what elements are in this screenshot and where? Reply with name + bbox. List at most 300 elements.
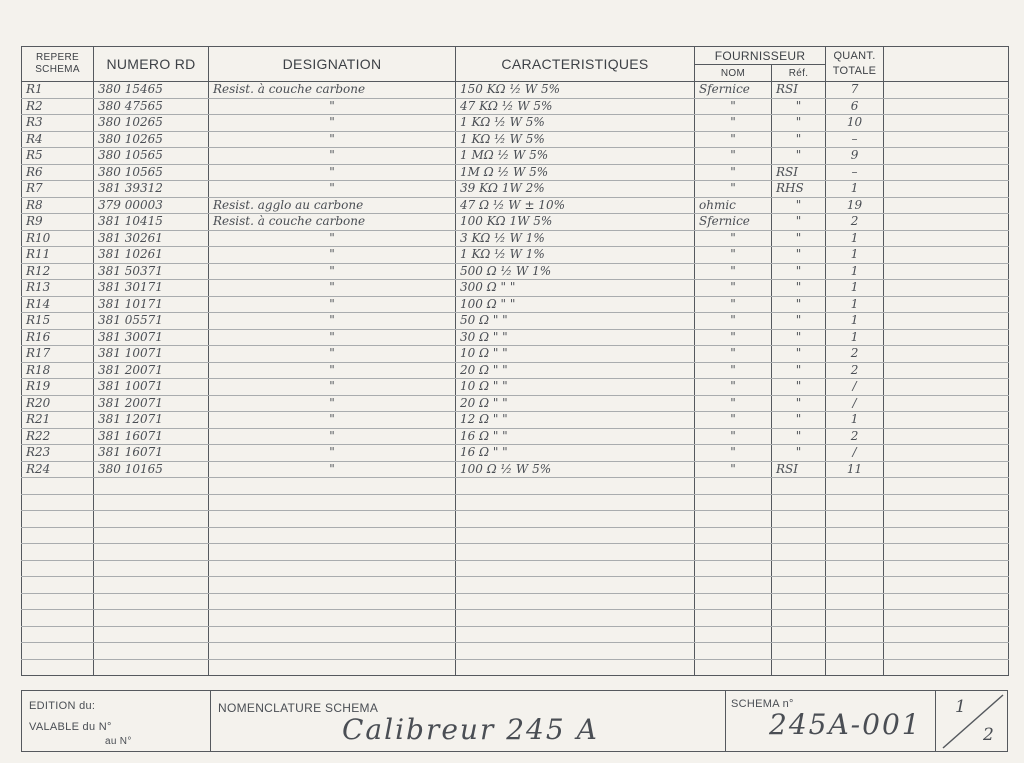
quantity-cell: [826, 593, 884, 610]
blank-cell: [884, 115, 1009, 132]
caracteristiques-cell: 1M Ω ½ W 5%: [456, 164, 695, 181]
fournisseur-ref-cell: [772, 593, 826, 610]
quantity-cell: 7: [826, 82, 884, 99]
table-row: [22, 329, 1009, 346]
fournisseur-nom-cell: ": [695, 379, 772, 396]
fournisseur-nom-cell: [695, 560, 772, 577]
table-row: [22, 263, 1009, 280]
totale-label: TOTALE: [832, 65, 877, 77]
caracteristiques-cell: 10 Ω " ": [456, 379, 695, 396]
fournisseur-nom-cell: ": [695, 428, 772, 445]
fournisseur-ref-cell: ": [772, 379, 826, 396]
quantity-cell: –: [826, 164, 884, 181]
fournisseur-ref-cell: ": [772, 263, 826, 280]
numero-cell: [94, 577, 209, 594]
empty-row: [22, 527, 1009, 544]
repere-cell: R4: [22, 131, 94, 148]
numero-cell: 381 39312: [94, 181, 209, 198]
quantity-cell: 1: [826, 247, 884, 264]
nomenclature-label: NOMENCLATURE SCHEMA: [218, 701, 379, 715]
repere-cell: R11: [22, 247, 94, 264]
caracteristiques-cell: 10 Ω " ": [456, 346, 695, 363]
designation-cell: Resist. à couche carbone: [209, 214, 456, 231]
numero-cell: [94, 610, 209, 627]
repere-cell: R1: [22, 82, 94, 99]
caracteristiques-cell: 150 KΩ ½ W 5%: [456, 82, 695, 99]
designation-cell: ": [209, 313, 456, 330]
edition-box: [22, 691, 211, 751]
numero-cell: 380 10565: [94, 148, 209, 165]
quantity-cell: [826, 560, 884, 577]
quantity-cell: 2: [826, 362, 884, 379]
repere-cell: R5: [22, 148, 94, 165]
numero-cell: [94, 560, 209, 577]
fournisseur-ref-cell: RHS: [772, 181, 826, 198]
fournisseur-ref-cell: [772, 544, 826, 561]
repere-cell: [22, 544, 94, 561]
blank-cell: [884, 395, 1009, 412]
fournisseur-ref-cell: ": [772, 412, 826, 429]
repere-cell: R12: [22, 263, 94, 280]
blank-cell: [884, 445, 1009, 462]
caracteristiques-cell: 12 Ω " ": [456, 412, 695, 429]
table-row: [22, 346, 1009, 363]
quantity-cell: 10: [826, 115, 884, 132]
au-label: au N°: [105, 736, 132, 747]
caracteristiques-cell: [456, 577, 695, 594]
designation-cell: [209, 577, 456, 594]
designation-cell: [209, 643, 456, 660]
fournisseur-ref-cell: RSI: [772, 461, 826, 478]
numero-cell: 380 47565: [94, 98, 209, 115]
quantity-cell: [826, 527, 884, 544]
blank-cell: [884, 98, 1009, 115]
fournisseur-ref-cell: [772, 610, 826, 627]
blank-cell: [884, 593, 1009, 610]
repere-cell: [22, 626, 94, 643]
table-row: [22, 214, 1009, 231]
caracteristiques-cell: 1 KΩ ½ W 1%: [456, 247, 695, 264]
numero-cell: [94, 511, 209, 528]
numero-cell: [94, 544, 209, 561]
blank-cell: [884, 313, 1009, 330]
blank-cell: [884, 263, 1009, 280]
blank-cell: [884, 82, 1009, 99]
caracteristiques-cell: 1 MΩ ½ W 5%: [456, 148, 695, 165]
quantity-cell: [826, 494, 884, 511]
designation-cell: ": [209, 181, 456, 198]
blank-cell: [884, 131, 1009, 148]
fournisseur-nom-cell: ": [695, 115, 772, 132]
designation-cell: ": [209, 280, 456, 297]
blank-cell: [884, 379, 1009, 396]
numero-cell: 381 10261: [94, 247, 209, 264]
schema-number-label: SCHEMA n°: [731, 698, 794, 710]
quantity-cell: 2: [826, 214, 884, 231]
schema-number-box: [725, 691, 936, 751]
designation-cell: [209, 511, 456, 528]
table-row: [22, 164, 1009, 181]
quantity-cell: /: [826, 395, 884, 412]
designation-cell: [209, 544, 456, 561]
fournisseur-nom-cell: [695, 626, 772, 643]
designation-cell: ": [209, 115, 456, 132]
quantity-cell: [826, 577, 884, 594]
repere-cell: R9: [22, 214, 94, 231]
page-fraction-slash: [935, 691, 1007, 751]
fournisseur-nom-cell: ": [695, 313, 772, 330]
numero-cell: 381 10171: [94, 296, 209, 313]
quantity-cell: 9: [826, 148, 884, 165]
designation-cell: ": [209, 461, 456, 478]
fournisseur-nom-cell: ": [695, 164, 772, 181]
blank-cell: [884, 511, 1009, 528]
fournisseur-ref-cell: [772, 643, 826, 660]
repere-cell: R18: [22, 362, 94, 379]
empty-row: [22, 643, 1009, 660]
numero-cell: [94, 494, 209, 511]
fournisseur-nom-cell: ": [695, 461, 772, 478]
quantity-cell: –: [826, 131, 884, 148]
numero-cell: 381 20071: [94, 395, 209, 412]
table-row: [22, 247, 1009, 264]
fournisseur-ref-cell: [772, 478, 826, 495]
table-row: [22, 461, 1009, 478]
designation-cell: ": [209, 164, 456, 181]
repere-header: [22, 47, 94, 82]
fournisseur-ref-cell: RSI: [772, 164, 826, 181]
designation-cell: ": [209, 296, 456, 313]
caracteristiques-cell: [456, 527, 695, 544]
numero-cell: 381 12071: [94, 412, 209, 429]
quantity-cell: 1: [826, 313, 884, 330]
fournisseur-ref-cell: ": [772, 115, 826, 132]
table-row: [22, 148, 1009, 165]
repere-cell: [22, 659, 94, 676]
caracteristiques-cell: 300 Ω " ": [456, 280, 695, 297]
repere-cell: [22, 527, 94, 544]
fournisseur-ref-cell: ": [772, 131, 826, 148]
caracteristiques-cell: [456, 494, 695, 511]
repere-cell: R16: [22, 329, 94, 346]
designation-cell: ": [209, 395, 456, 412]
caracteristiques-cell: [456, 643, 695, 660]
fournisseur-ref-cell: [772, 577, 826, 594]
quantity-cell: /: [826, 379, 884, 396]
table-row: [22, 181, 1009, 198]
repere-cell: R14: [22, 296, 94, 313]
repere-cell: R19: [22, 379, 94, 396]
numero-cell: 381 30071: [94, 329, 209, 346]
blank-cell: [884, 527, 1009, 544]
fournisseur-nom-cell: ": [695, 230, 772, 247]
designation-cell: ": [209, 98, 456, 115]
fournisseur-nom-cell: ": [695, 131, 772, 148]
blank-cell: [884, 544, 1009, 561]
designation-cell: [209, 659, 456, 676]
designation-cell: [209, 610, 456, 627]
caracteristiques-cell: [456, 610, 695, 627]
fournisseur-ref-cell: ": [772, 445, 826, 462]
fournisseur-ref-cell: ": [772, 98, 826, 115]
table-row: [22, 379, 1009, 396]
repere-cell: R6: [22, 164, 94, 181]
quantity-cell: [826, 544, 884, 561]
table-row: [22, 395, 1009, 412]
fournisseur-ref-cell: ": [772, 247, 826, 264]
schema-label: SCHEMA: [35, 64, 80, 75]
caracteristiques-cell: 1 KΩ ½ W 5%: [456, 131, 695, 148]
fournisseur-nom-cell: [695, 643, 772, 660]
quantity-cell: 19: [826, 197, 884, 214]
repere-cell: R7: [22, 181, 94, 198]
caracteristiques-cell: 50 Ω " ": [456, 313, 695, 330]
device-title: Calibreur 245 A: [342, 713, 599, 746]
designation-cell: [209, 478, 456, 495]
blank-cell: [884, 626, 1009, 643]
table-row: [22, 313, 1009, 330]
blank-cell: [884, 148, 1009, 165]
fournisseur-nom-cell: ": [695, 98, 772, 115]
blank-cell: [884, 181, 1009, 198]
fournisseur-ref-cell: [772, 511, 826, 528]
fournisseur-header: FOURNISSEUR: [695, 47, 826, 65]
numero-cell: [94, 626, 209, 643]
fournisseur-nom-cell: ": [695, 412, 772, 429]
fournisseur-nom-cell: ": [695, 362, 772, 379]
blank-cell: [884, 494, 1009, 511]
repere-cell: R3: [22, 115, 94, 132]
header-row: [22, 47, 1009, 65]
designation-cell: ": [209, 230, 456, 247]
caracteristiques-cell: 100 KΩ 1W 5%: [456, 214, 695, 231]
fournisseur-nom-cell: ": [695, 329, 772, 346]
numero-cell: 381 05571: [94, 313, 209, 330]
repere-cell: [22, 560, 94, 577]
repere-cell: R24: [22, 461, 94, 478]
fournisseur-nom-cell: ": [695, 445, 772, 462]
table-row: [22, 131, 1009, 148]
repere-cell: [22, 494, 94, 511]
empty-row: [22, 478, 1009, 495]
caracteristiques-cell: 3 KΩ ½ W 1%: [456, 230, 695, 247]
blank-cell: [884, 164, 1009, 181]
fournisseur-ref-cell: [772, 659, 826, 676]
caracteristiques-cell: 30 Ω " ": [456, 329, 695, 346]
designation-cell: [209, 593, 456, 610]
valable-label: VALABLE du N°: [29, 721, 112, 733]
quantity-cell: 1: [826, 280, 884, 297]
numero-cell: 381 50371: [94, 263, 209, 280]
designation-cell: ": [209, 379, 456, 396]
nom-header: NOM: [695, 65, 772, 82]
numero-cell: 380 15465: [94, 82, 209, 99]
caracteristiques-cell: 16 Ω " ": [456, 445, 695, 462]
designation-cell: Resist. à couche carbone: [209, 82, 456, 99]
empty-row: [22, 626, 1009, 643]
caracteristiques-cell: 47 KΩ ½ W 5%: [456, 98, 695, 115]
repere-cell: [22, 643, 94, 660]
empty-row: [22, 577, 1009, 594]
numero-cell: [94, 659, 209, 676]
schema-number: 245A-001: [769, 708, 922, 741]
fournisseur-nom-cell: [695, 610, 772, 627]
repere-cell: R23: [22, 445, 94, 462]
designation-cell: ": [209, 329, 456, 346]
caracteristiques-cell: [456, 478, 695, 495]
fournisseur-ref-cell: [772, 494, 826, 511]
numero-cell: 381 16071: [94, 445, 209, 462]
blank-cell: [884, 478, 1009, 495]
fournisseur-nom-cell: ": [695, 247, 772, 264]
numero-cell: 380 10265: [94, 115, 209, 132]
fournisseur-nom-cell: Sfernice: [695, 214, 772, 231]
parts-body: [22, 82, 1009, 676]
quantity-cell: 1: [826, 296, 884, 313]
numero-cell: 380 10565: [94, 164, 209, 181]
designation-cell: ": [209, 428, 456, 445]
quantity-cell: 1: [826, 412, 884, 429]
fournisseur-ref-cell: ": [772, 395, 826, 412]
fournisseur-nom-cell: [695, 544, 772, 561]
blank-cell: [884, 214, 1009, 231]
numero-cell: 381 20071: [94, 362, 209, 379]
caracteristiques-cell: 100 Ω ½ W 5%: [456, 461, 695, 478]
empty-row: [22, 511, 1009, 528]
designation-cell: ": [209, 445, 456, 462]
caracteristiques-cell: [456, 626, 695, 643]
fournisseur-ref-cell: [772, 527, 826, 544]
fournisseur-ref-cell: ": [772, 296, 826, 313]
quantity-cell: /: [826, 445, 884, 462]
numero-cell: 380 10165: [94, 461, 209, 478]
empty-row: [22, 560, 1009, 577]
caracteristiques-cell: [456, 511, 695, 528]
fournisseur-nom-cell: ": [695, 346, 772, 363]
page-number: 1: [955, 697, 966, 717]
fournisseur-ref-cell: ": [772, 362, 826, 379]
blank-cell: [884, 560, 1009, 577]
caracteristiques-cell: 20 Ω " ": [456, 362, 695, 379]
table-row: [22, 230, 1009, 247]
caracteristiques-cell: 47 Ω ½ W ± 10%: [456, 197, 695, 214]
empty-row: [22, 610, 1009, 627]
fournisseur-ref-cell: [772, 560, 826, 577]
ref-header: Réf.: [772, 65, 826, 82]
designation-cell: [209, 626, 456, 643]
designation-cell: ": [209, 247, 456, 264]
blank-cell: [884, 643, 1009, 660]
repere-cell: [22, 577, 94, 594]
repere-cell: R10: [22, 230, 94, 247]
numero-cell: [94, 527, 209, 544]
repere-cell: R13: [22, 280, 94, 297]
fournisseur-ref-cell: ": [772, 230, 826, 247]
blank-cell: [884, 461, 1009, 478]
fournisseur-nom-cell: [695, 511, 772, 528]
fournisseur-ref-cell: ": [772, 148, 826, 165]
fournisseur-nom-cell: ": [695, 148, 772, 165]
quantity-cell: [826, 626, 884, 643]
fournisseur-ref-cell: ": [772, 313, 826, 330]
quantity-cell: [826, 478, 884, 495]
table-row: [22, 428, 1009, 445]
fournisseur-nom-cell: [695, 577, 772, 594]
table-row: [22, 296, 1009, 313]
caracteristiques-cell: 20 Ω " ": [456, 395, 695, 412]
quantity-header: [826, 47, 884, 82]
designation-cell: [209, 560, 456, 577]
numero-header: NUMERO RD: [94, 47, 209, 82]
numero-cell: 381 30171: [94, 280, 209, 297]
fournisseur-ref-cell: ": [772, 329, 826, 346]
empty-row: [22, 659, 1009, 676]
quantity-cell: 1: [826, 181, 884, 198]
caracteristiques-header: CARACTERISTIQUES: [456, 47, 695, 82]
quantity-cell: 1: [826, 230, 884, 247]
table-row: [22, 115, 1009, 132]
repere-cell: [22, 593, 94, 610]
table-row: [22, 362, 1009, 379]
numero-cell: 381 30261: [94, 230, 209, 247]
designation-cell: Resist. agglo au carbone: [209, 197, 456, 214]
fournisseur-nom-cell: [695, 659, 772, 676]
fournisseur-ref-cell: RSI: [772, 82, 826, 99]
designation-header: DESIGNATION: [209, 47, 456, 82]
caracteristiques-cell: [456, 593, 695, 610]
empty-row: [22, 544, 1009, 561]
designation-cell: ": [209, 131, 456, 148]
fournisseur-nom-cell: ": [695, 395, 772, 412]
repere-cell: R20: [22, 395, 94, 412]
blank-cell: [884, 659, 1009, 676]
table-row: [22, 98, 1009, 115]
repere-cell: R15: [22, 313, 94, 330]
designation-cell: ": [209, 263, 456, 280]
fournisseur-nom-cell: ": [695, 181, 772, 198]
caracteristiques-cell: 1 KΩ ½ W 5%: [456, 115, 695, 132]
blank-cell: [884, 577, 1009, 594]
blank-cell: [884, 362, 1009, 379]
repere-label: REPERE: [36, 52, 79, 63]
designation-cell: ": [209, 362, 456, 379]
caracteristiques-cell: 39 KΩ 1W 2%: [456, 181, 695, 198]
fournisseur-ref-cell: ": [772, 346, 826, 363]
quantity-cell: 1: [826, 263, 884, 280]
numero-cell: 380 10265: [94, 131, 209, 148]
empty-row: [22, 494, 1009, 511]
table-row: [22, 445, 1009, 462]
table-row: [22, 197, 1009, 214]
fournisseur-ref-cell: [772, 626, 826, 643]
designation-cell: [209, 527, 456, 544]
repere-cell: R2: [22, 98, 94, 115]
numero-cell: 381 10071: [94, 346, 209, 363]
edition-label: EDITION du:: [29, 700, 96, 712]
fournisseur-nom-cell: ohmic: [695, 197, 772, 214]
repere-cell: R17: [22, 346, 94, 363]
caracteristiques-cell: [456, 560, 695, 577]
repere-cell: R21: [22, 412, 94, 429]
quantity-cell: [826, 610, 884, 627]
fournisseur-ref-cell: ": [772, 280, 826, 297]
page-box: [935, 691, 1007, 751]
fournisseur-ref-cell: ": [772, 197, 826, 214]
designation-cell: ": [209, 346, 456, 363]
fournisseur-ref-cell: ": [772, 214, 826, 231]
page-count: 2: [983, 725, 994, 745]
blank-cell: [884, 412, 1009, 429]
